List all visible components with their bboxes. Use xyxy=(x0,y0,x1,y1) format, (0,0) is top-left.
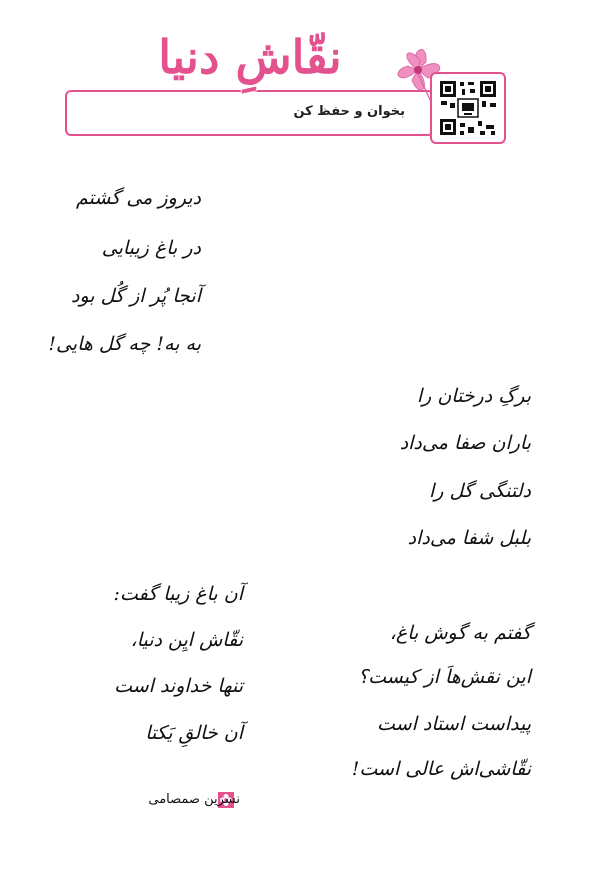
poem-line: گفتم به گوش باغ، xyxy=(389,622,531,644)
qr-code-frame[interactable] xyxy=(430,72,506,144)
poem-line: پیداست استاد است xyxy=(377,713,531,735)
page-title: نقّاشِ دنیا xyxy=(158,30,342,84)
poem-line: آن باغ زیبا گفت: xyxy=(113,583,243,605)
poem-line: در باغ زیبایی xyxy=(101,237,201,259)
poem-author: نسرین صمصامی xyxy=(148,792,240,807)
poem-line: آنجا پُر از گُل بود xyxy=(70,285,201,307)
poem-line: به به! چه گل هایی! xyxy=(48,333,201,355)
poem-line: بلبل شفا می‌داد xyxy=(407,527,531,549)
poem-line: دیروز می گشتم xyxy=(75,187,201,209)
poem-line: این نقش‌هاَ از کیست؟ xyxy=(357,666,531,688)
poem-line: آن خالقِ یَکتا xyxy=(145,722,243,744)
poem-line: تنها خداوند است xyxy=(114,675,243,697)
poem-line: برگِ درختان را xyxy=(416,385,531,407)
poem-line: دلتنگی گل را xyxy=(428,480,531,502)
poem-line: نقّاش ایِن دنیا، xyxy=(130,629,243,651)
instruction-subtitle: بخوان و حفظ کن xyxy=(293,104,405,119)
poem-line: نقّاشی‌اش عالی است! xyxy=(351,758,531,780)
qr-code-icon xyxy=(438,79,498,137)
poem-line: باران صفا می‌داد xyxy=(399,432,531,454)
